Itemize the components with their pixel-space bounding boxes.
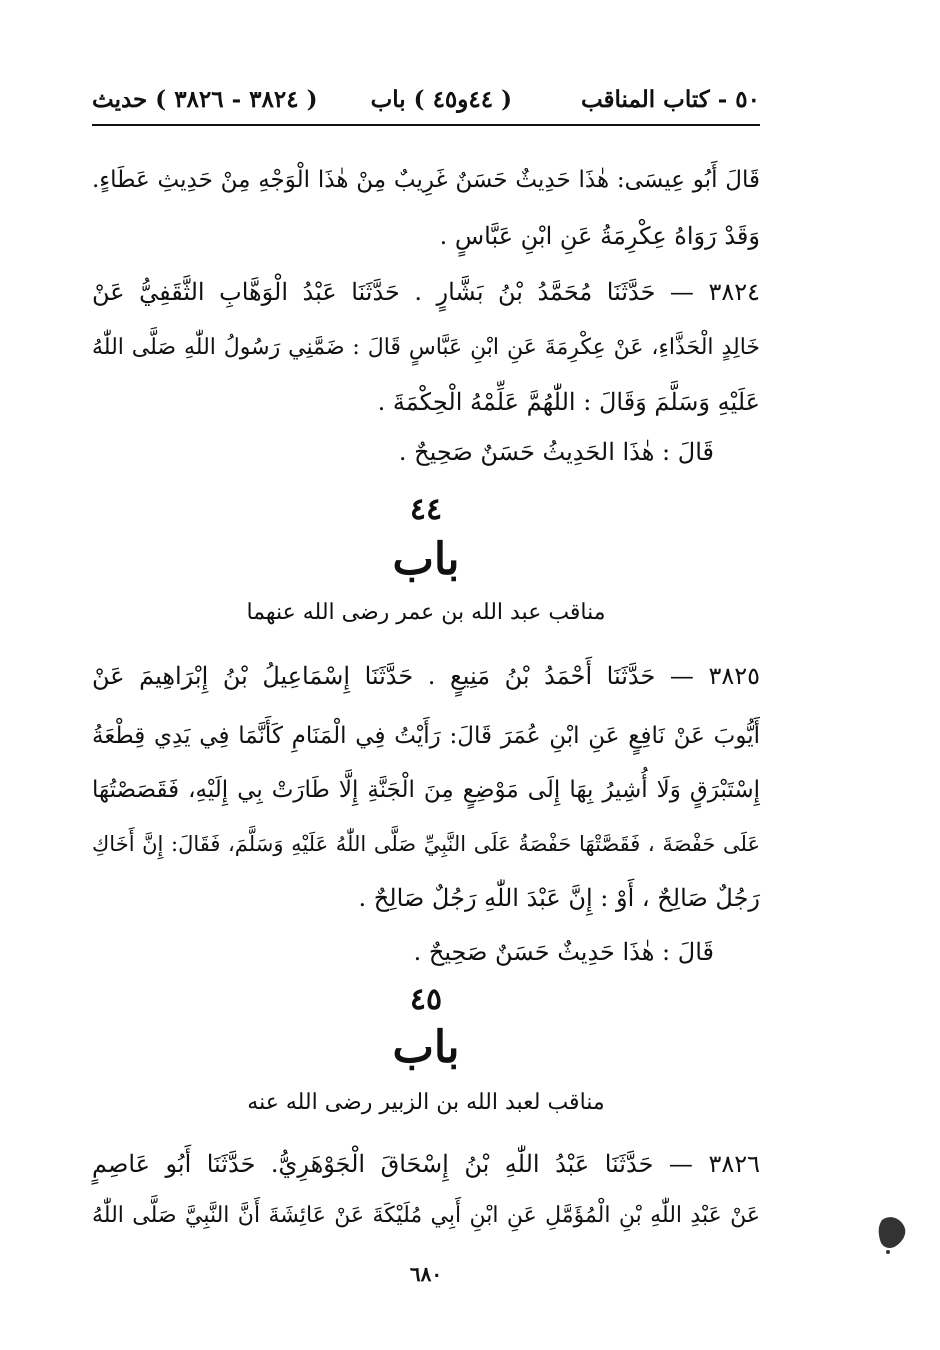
text-line: خَالِدٍ الْحَذَّاءِ، عَنْ عِكْرِمَةَ عَنِ ابْنِ عَبَّاسٍ قَالَ : ضَمَّنِي رَسُولُ اللّٰهِ صَلَّى اللّٰهُ <box>92 335 760 360</box>
hadith-3824-first-line: ٣٨٢٤ — حَدَّثَنَا مُحَمَّدُ بْنُ بَشَّارٍ . حَدَّثَنَا عَبْدُ الْوَهَّابِ الثَّقَفِيُّ عَنْ <box>92 278 760 306</box>
text-line: عَلَيْهِ وَسَلَّمَ وَقَالَ : اللّٰهُمَّ عَلِّمْهُ الْحِكْمَةَ . <box>377 388 760 416</box>
text-line: وَقَدْ رَوَاهُ عِكْرِمَةُ عَنِ ابْنِ عَبَّاسٍ . <box>439 222 760 250</box>
page-number: ٦٨٠ <box>409 1262 443 1286</box>
chapter-heading: باب <box>392 1022 460 1073</box>
text-line: رَجُلٌ صَالِحٌ ، أَوْ : إِنَّ عَبْدَ اللّٰهِ رَجُلٌ صَالِحٌ . <box>358 884 760 912</box>
grading-line: قَالَ : هٰذَا حَدِيثٌ حَسَنٌ صَحِيحٌ . <box>413 938 714 966</box>
header-chapter-range: ( ٤٤و٤٥ ) باب <box>370 86 512 113</box>
text-line: إِسْتَبْرَقٍ وَلَا أُشِيرُ بِهَا إِلَى مَوْضِعٍ مِنَ الْجَنَّةِ إِلَّا طَارَتْ بِي إِلَيْهِ، فَقَصَصْتُهَا <box>92 777 760 803</box>
chapter-number: ٤٥ <box>409 982 443 1017</box>
grading-line: قَالَ : هٰذَا الحَدِيثُ حَسَنٌ صَحِيحٌ . <box>398 438 714 466</box>
chapter-title: مناقب عبد الله بن عمر رضى الله عنهما <box>246 600 606 625</box>
running-header <box>92 86 760 122</box>
header-rule <box>92 124 760 126</box>
chapter-title: مناقب لعبد الله بن الزبير رضى الله عنه <box>247 1090 605 1115</box>
text-line: قَالَ أَبُو عِيسَى: هٰذَا حَدِيثٌ حَسَنٌ غَرِيبٌ مِنْ هٰذَا الْوَجْهِ مِنْ حَدِيثِ عَطَاءٍ. <box>92 167 760 193</box>
hadith-3825-first-line: ٣٨٢٥ — حَدَّثَنَا أَحْمَدُ بْنُ مَنِيعٍ . حَدَّثَنَا إِسْمَاعِيلُ بْنُ إِبْرَاهِيمَ عَنْ <box>92 662 760 690</box>
header-book-title: ٥٠ - كتاب المناقب <box>580 86 760 113</box>
hadith-3826-first-line: ٣٨٢٦ — حَدَّثَنَا عَبْدُ اللّٰهِ بْنُ إِسْحَاقَ الْجَوْهَرِيُّ. حَدَّثَنَا أَبُو عَاصِمٍ <box>92 1150 760 1178</box>
text-line: أَيُّوبَ عَنْ نَافِعٍ عَنِ ابْنِ عُمَرَ قَالَ: رَأَيْتُ فِي الْمَنَامِ كَأَنَّمَا فِي يَدِي قِطْعَةُ <box>92 723 760 749</box>
header-hadith-range: ( ٣٨٢٤ - ٣٨٢٦ ) حديث <box>92 86 318 113</box>
chapter-heading: باب <box>392 534 460 585</box>
text-line: عَنْ عَبْدِ اللّٰهِ بْنِ الْمُؤَمَّلِ عَنِ ابْنِ أَبِي مُلَيْكَةَ عَنْ عَائِشَةَ أَنَّ النَّبِيَّ صَلَّى اللّٰهُ <box>92 1203 760 1228</box>
text-line: عَلَى حَفْصَةَ ، فَقَصَّتْهَا حَفْصَةُ عَلَى النَّبِيِّ صَلَّى اللّٰهُ عَلَيْهِ وَسَلَّمَ، فَقَالَ: إِنَّ أَخَاكِ <box>92 832 760 856</box>
chapter-number: ٤٤ <box>409 492 443 527</box>
margin-ink-mark <box>876 1212 910 1256</box>
